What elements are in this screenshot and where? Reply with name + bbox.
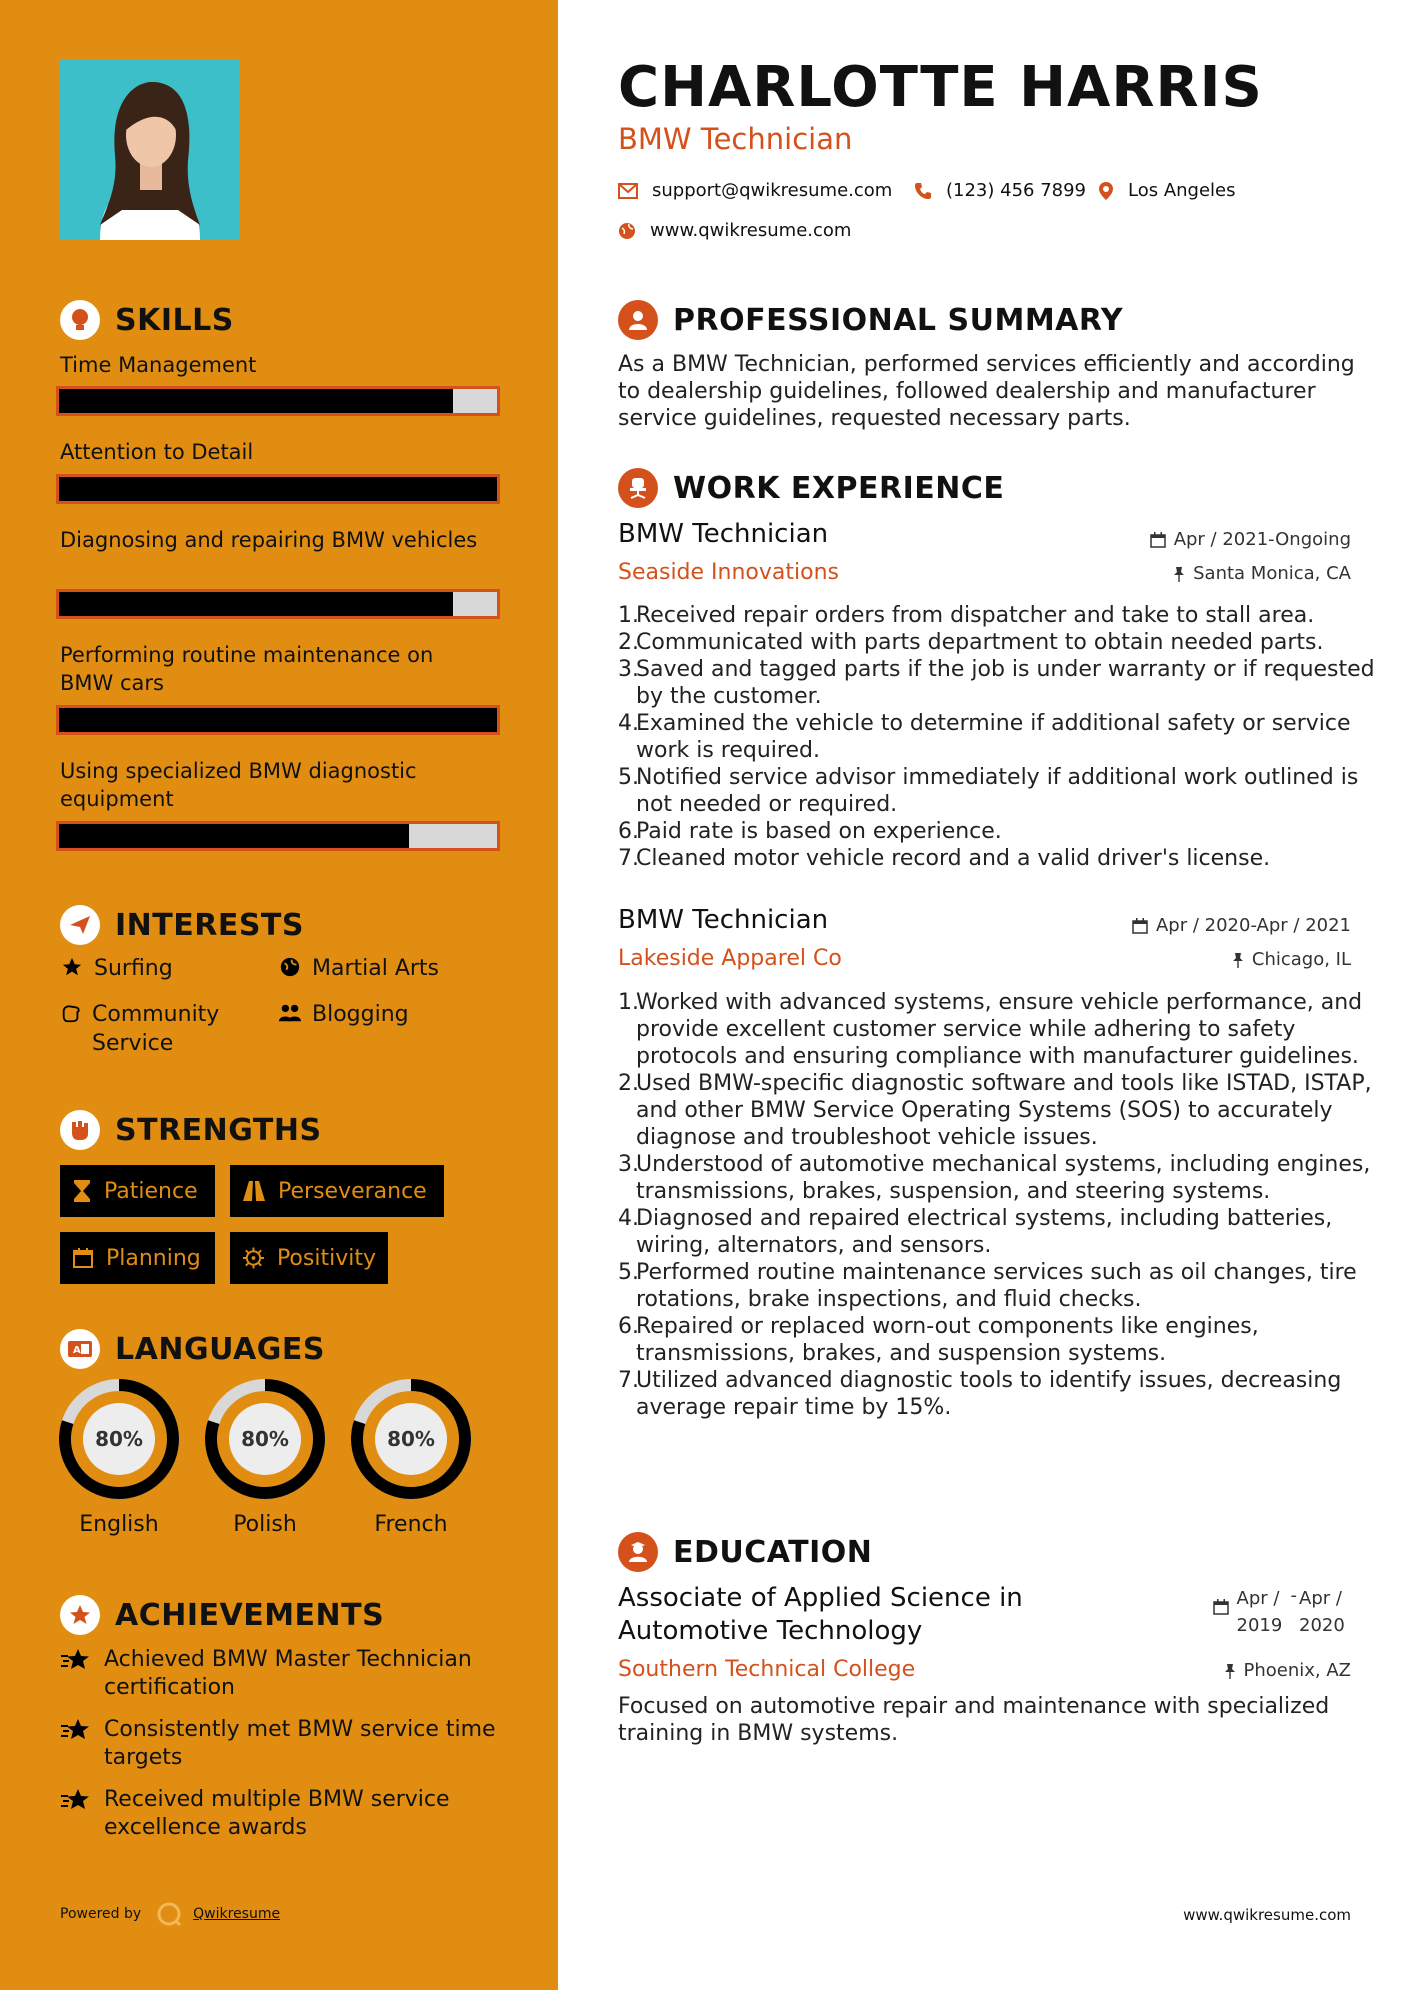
language-ring: [204, 1378, 326, 1500]
list-item: 3. Saved and tagged parts if the job is under warranty or if requested by the customer.: [618, 657, 1375, 709]
candidate-name: CHARLOTTE HARRIS: [618, 55, 1263, 120]
language-percent: 80%: [95, 1427, 143, 1451]
gear-icon: [242, 1246, 265, 1270]
skills-heading: [60, 300, 234, 340]
job-company: Lakeside Apparel Co: [618, 946, 842, 971]
phone-text: (123) 456 7899: [946, 180, 1087, 201]
summary-title: PROFESSIONAL SUMMARY: [673, 302, 1124, 338]
strength-tag: [230, 1165, 444, 1217]
achievement-item: [60, 1716, 500, 1772]
lightbulb-icon: [60, 300, 100, 340]
education-end: Apr / 2020: [1299, 1588, 1345, 1636]
skill-bar-fill: [59, 708, 497, 732]
powered-by-label: Powered by: [60, 1906, 142, 1922]
job-bullets: [618, 602, 1398, 872]
language-percent: 80%: [241, 1427, 289, 1451]
strength-label: Patience: [104, 1178, 198, 1204]
achievement-item: [60, 1786, 500, 1842]
svg-text:A: A: [73, 1345, 82, 1356]
footer-website[interactable]: www.qwikresume.com: [1183, 1906, 1351, 1924]
skill-bar-fill: [59, 824, 409, 848]
qwikresume-link[interactable]: Qwikresume: [193, 1906, 281, 1922]
strengths-title: STRENGTHS: [115, 1112, 322, 1148]
website-contact[interactable]: [618, 220, 851, 241]
skill-name: Using specialized BMW diagnostic equipment: [60, 759, 417, 811]
user-icon: [618, 300, 658, 340]
users-icon: [278, 1002, 302, 1024]
achievements-title: ACHIEVEMENTS: [115, 1597, 385, 1633]
education-dates: [1213, 1585, 1352, 1639]
education-start: Apr / 2019: [1236, 1588, 1283, 1636]
skill-bar-fill: [59, 389, 453, 413]
language-name: French: [374, 1512, 448, 1537]
list-item: 1. Worked with advanced systems, ensure vehicle performance, and provide excellent customer service while adhering to safety protocols and ensuring compliance with manufacturer guidelines.: [618, 990, 1363, 1069]
interest-label: Community Service: [92, 1002, 220, 1056]
list-item: 2. Used BMW-specific diagnostic software and tools like ISTAD, ISTAP, and other BMW Service Operating Systems (SOS) to accurately diagnose and troubleshoot vehicle issues.: [618, 1071, 1372, 1150]
languages-title: LANGUAGES: [115, 1331, 325, 1367]
language-name: Polish: [233, 1512, 297, 1537]
skill-bar: [56, 386, 500, 416]
degree-title: Associate of Applied Science in Automotive Technology: [618, 1583, 1023, 1646]
language-name: English: [79, 1512, 159, 1537]
achievement-text: Received multiple BMW service excellence awards: [104, 1787, 450, 1840]
qwikresume-logo-icon: [155, 1900, 183, 1928]
skill-name: Diagnosing and repairing BMW vehicles: [60, 528, 478, 552]
calendar-icon: [1213, 1599, 1229, 1615]
skill-name: Performing routine maintenance on BMW cars: [60, 643, 434, 695]
skill-bar-fill: [59, 477, 497, 501]
interests-title: INTERESTS: [115, 907, 304, 943]
hourglass-icon: [72, 1179, 92, 1203]
interest-item: [278, 1000, 409, 1029]
strength-label: Positivity: [276, 1245, 376, 1271]
pushpin-icon: [1173, 566, 1185, 582]
achievements-heading: [60, 1595, 384, 1635]
skill-name: Time Management: [60, 353, 257, 377]
paper-plane-icon: [60, 905, 100, 945]
interest-item: [60, 1000, 250, 1058]
interest-label: Blogging: [312, 1002, 409, 1027]
skill-bar: [56, 589, 500, 619]
list-item: 5. Performed routine maintenance services such as oil changes, tire rotations, brake inspections, and fluid checks.: [618, 1260, 1357, 1312]
skills-title: SKILLS: [115, 302, 234, 338]
star-icon: [60, 956, 84, 978]
language-item: [350, 1378, 472, 1537]
education-title: EDUCATION: [673, 1534, 873, 1570]
strength-tag: [60, 1165, 215, 1217]
languages-heading: [60, 1329, 325, 1369]
language-icon: [60, 1329, 100, 1369]
pushpin-icon: [1232, 952, 1244, 968]
education-heading: [618, 1532, 872, 1572]
sidebar: [0, 0, 558, 1990]
job-location: [1232, 949, 1351, 970]
job-dates: [1132, 915, 1351, 936]
skill-bar: [56, 705, 500, 735]
interest-label: Surfing: [94, 956, 173, 981]
education-location-text: Phoenix, AZ: [1243, 1660, 1351, 1681]
list-item: 4. Examined the vehicle to determine if additional safety or service work is required.: [618, 711, 1351, 763]
globe-icon: [278, 956, 302, 978]
calendar-icon: [1150, 532, 1166, 548]
strength-tag: [60, 1232, 215, 1284]
education-separator: -: [1290, 1585, 1297, 1606]
skill-name: Attention to Detail: [60, 440, 254, 464]
strength-tag: [230, 1232, 388, 1284]
powered-by: [60, 1900, 280, 1928]
achievement-text: Achieved BMW Master Technician certification: [104, 1647, 472, 1700]
location-contact: [1098, 180, 1236, 201]
strength-label: Perseverance: [278, 1178, 427, 1204]
road-icon: [242, 1180, 266, 1202]
school-name: Southern Technical College: [618, 1657, 916, 1682]
calendar-icon: [72, 1247, 94, 1269]
office-chair-icon: [618, 468, 658, 508]
interests-heading: [60, 905, 304, 945]
interest-item: [278, 954, 439, 983]
star-badge-icon: [60, 1595, 100, 1635]
list-item: 3. Understood of automotive mechanical systems, including engines, transmissions, brakes, suspension, and steering systems.: [618, 1152, 1371, 1204]
job-bullets: [618, 989, 1398, 1421]
experience-heading: [618, 468, 1004, 508]
language-item: [204, 1378, 326, 1537]
job-dates-text: Apr / 2020-Apr / 2021: [1155, 915, 1351, 936]
pushpin-icon: [1224, 1663, 1236, 1679]
language-ring: [350, 1378, 472, 1500]
summary-heading: [618, 300, 1123, 340]
graduate-icon: [618, 1532, 658, 1572]
list-item: 6. Repaired or replaced worn-out components like engines, transmissions, brakes, and suspension systems.: [618, 1314, 1259, 1366]
list-item: 5. Notified service advisor immediately if additional work outlined is not needed or required.: [618, 765, 1359, 817]
phone-icon: [914, 182, 932, 200]
fist-icon: [60, 1110, 100, 1150]
calendar-icon: [1132, 918, 1148, 934]
interest-item: [60, 954, 173, 983]
achievement-text: Consistently met BMW service time targets: [104, 1717, 496, 1770]
education-description: Focused on automotive repair and maintenance with specialized training in BMW systems.: [618, 1694, 1330, 1746]
website-text: www.qwikresume.com: [650, 220, 852, 241]
job-location-text: Chicago, IL: [1251, 949, 1351, 970]
skill-bar-fill: [59, 592, 453, 616]
language-percent: 80%: [387, 1427, 435, 1451]
list-item: 2. Communicated with parts department to obtain needed parts.: [618, 630, 1324, 655]
strengths-heading: [60, 1110, 322, 1150]
language-item: [58, 1378, 180, 1537]
education-location: [1224, 1660, 1352, 1681]
list-item: 7. Cleaned motor vehicle record and a valid driver's license.: [618, 846, 1271, 871]
job-dates-text: Apr / 2021-Ongoing: [1173, 529, 1351, 550]
achievement-item: [60, 1646, 500, 1702]
interest-label: Martial Arts: [312, 956, 440, 981]
experience-title: WORK EXPERIENCE: [673, 470, 1005, 506]
trophy-star-icon: [60, 1718, 92, 1750]
globe-icon: [618, 222, 636, 240]
email-contact[interactable]: [618, 180, 892, 201]
trophy-star-icon: [60, 1648, 92, 1680]
job-location: [1173, 563, 1351, 584]
skill-bar: [56, 474, 500, 504]
trophy-star-icon: [60, 1788, 92, 1820]
list-item: 4. Diagnosed and repaired electrical systems, including batteries, wiring, alternators, and sensors.: [618, 1206, 1333, 1258]
job-title: BMW Technician: [618, 905, 829, 935]
main-content: [558, 0, 1407, 1990]
location-text: Los Angeles: [1128, 180, 1236, 201]
phone-contact[interactable]: [914, 180, 1086, 201]
hand-icon: [60, 1002, 82, 1024]
language-ring: [58, 1378, 180, 1500]
envelope-icon: [618, 183, 638, 199]
job-dates: [1150, 529, 1351, 550]
job-location-text: Santa Monica, CA: [1193, 563, 1351, 584]
profile-photo: [60, 60, 240, 240]
email-text: support@qwikresume.com: [652, 180, 893, 201]
job-title: BMW Technician: [618, 519, 829, 549]
list-item: 7. Utilized advanced diagnostic tools to identify issues, decreasing average repair time by 15%.: [618, 1368, 1342, 1420]
list-item: 6. Paid rate is based on experience.: [618, 819, 1002, 844]
skill-bar: [56, 821, 500, 851]
map-pin-icon: [1098, 181, 1114, 201]
job-company: Seaside Innovations: [618, 560, 839, 585]
candidate-role: BMW Technician: [618, 122, 853, 156]
strength-label: Planning: [106, 1245, 201, 1271]
list-item: 1. Received repair orders from dispatcher and take to stall area.: [618, 603, 1315, 628]
summary-text: As a BMW Technician, performed services efficiently and according to dealership guidelines, followed dealership and manufacturer service guidelines, requested necessary parts.: [618, 352, 1355, 431]
